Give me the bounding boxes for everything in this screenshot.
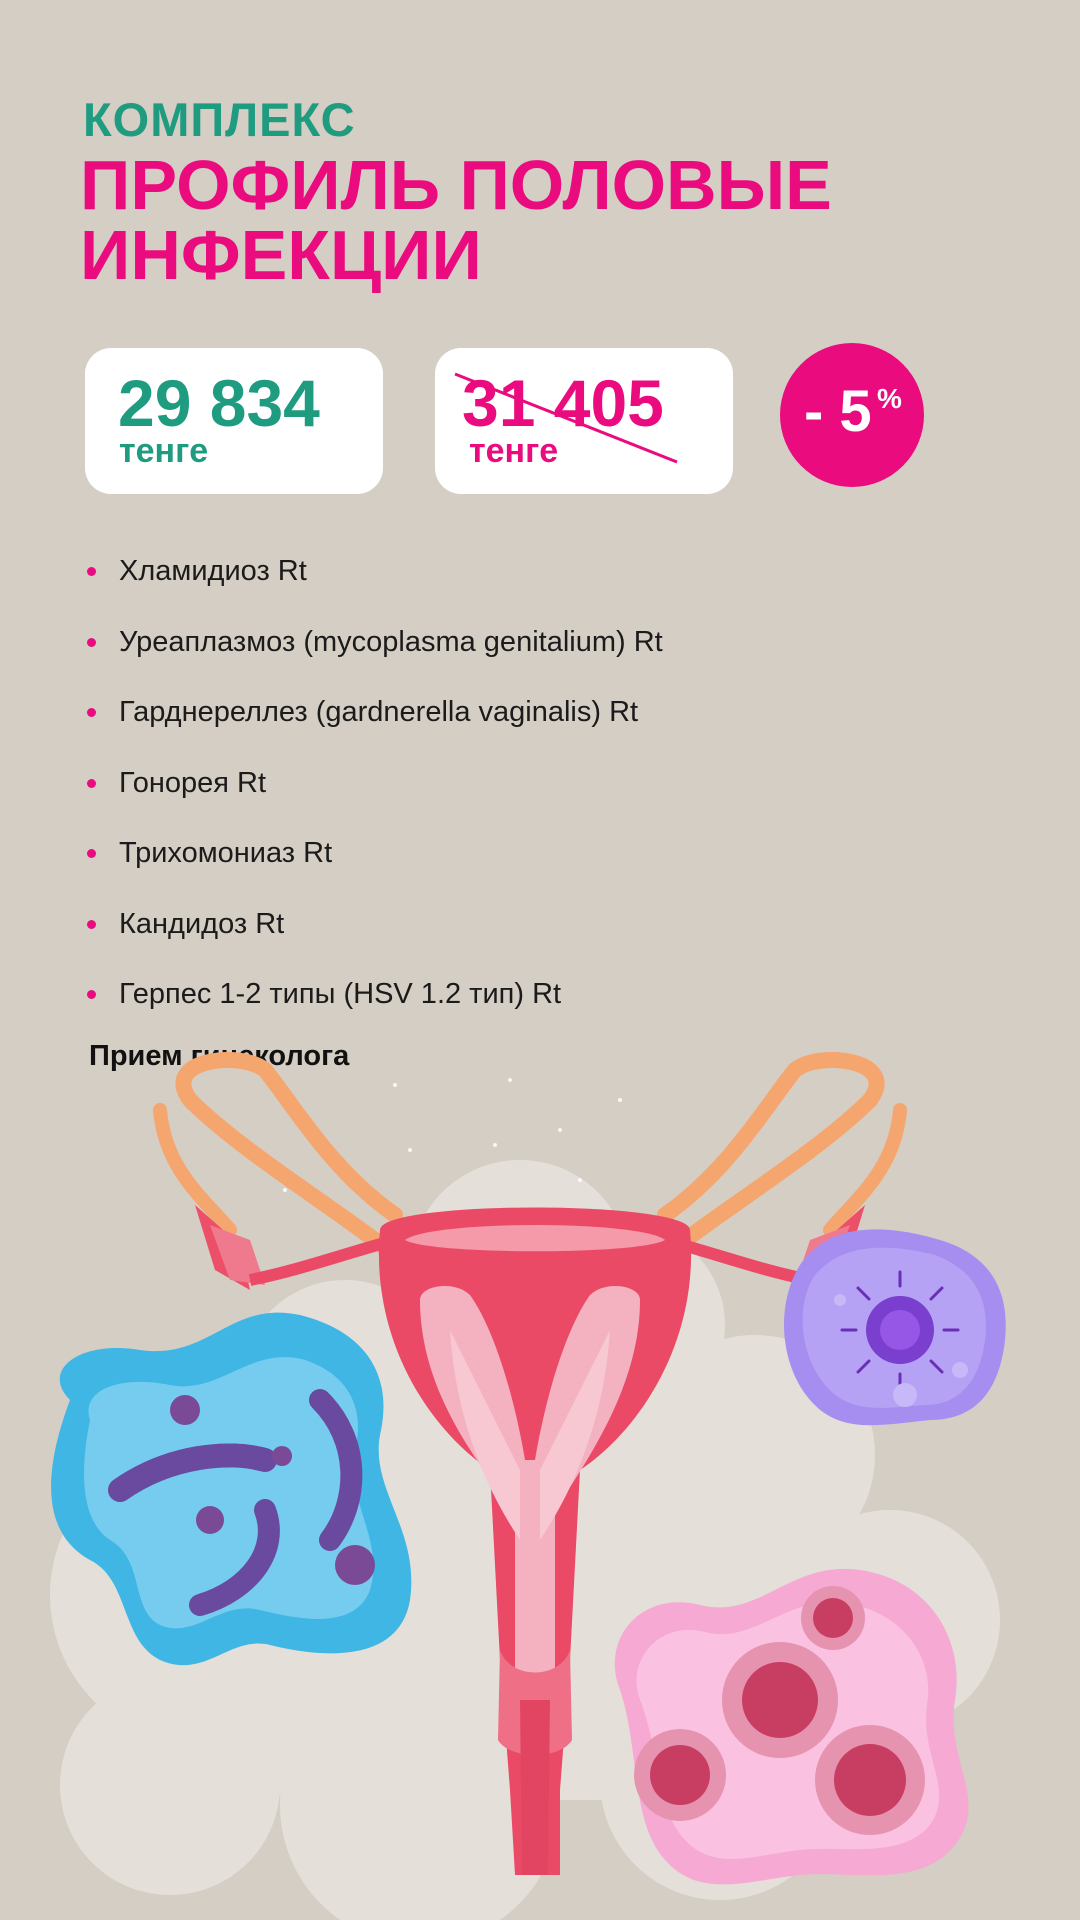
discount-value: - 5: [804, 379, 872, 444]
old-price-value: 31 405: [462, 366, 664, 440]
pink-cells-icon: [615, 1569, 969, 1885]
illustration: [0, 1040, 1080, 1920]
bullet-icon: [87, 920, 96, 929]
test-name: Хламидиоз Rt: [119, 555, 307, 587]
test-name: Герпес 1-2 типы (HSV 1.2 тип) Rt: [119, 978, 562, 1010]
bullet-icon: [87, 638, 96, 647]
kicker-label: КОМПЛЕКС: [83, 93, 356, 146]
list-item: [85, 760, 663, 831]
list-item: [85, 619, 663, 690]
current-price-value: 29 834: [118, 366, 320, 440]
test-name: Трихомониаз Rt: [119, 837, 333, 869]
test-name: Гарднереллез (gardnerella vaginalis) Rt: [119, 696, 639, 728]
bullet-icon: [87, 708, 96, 717]
old-price-unit: тенге: [469, 432, 559, 470]
test-name: Уреаплазмоз (mycoplasma genitalium) Rt: [119, 625, 663, 658]
discount-badge: [780, 343, 924, 487]
current-price-unit: тенге: [119, 432, 209, 470]
percent-sign: %: [877, 383, 902, 414]
test-name: Гонорея Rt: [119, 766, 267, 799]
list-item: [85, 901, 663, 972]
list-item: [85, 689, 663, 760]
page-title: ПРОФИЛЬ ПОЛОВЫЕ ИНФЕКЦИИ: [80, 146, 832, 294]
purple-virus-icon: [784, 1229, 1006, 1425]
bullet-icon: [87, 779, 96, 788]
extra-service-label: Прием гинеколога: [89, 1040, 350, 1072]
bullet-icon: [87, 849, 96, 858]
strikethrough-line: [451, 368, 681, 468]
test-list: [85, 548, 663, 1042]
test-name: Кандидоз Rt: [119, 907, 285, 940]
list-item: [85, 971, 663, 1042]
bullet-icon: [87, 990, 96, 999]
bullet-icon: [87, 567, 96, 576]
old-price-card: [435, 348, 733, 494]
list-item: [85, 548, 663, 619]
current-price-card: [85, 348, 383, 494]
list-item: [85, 830, 663, 901]
